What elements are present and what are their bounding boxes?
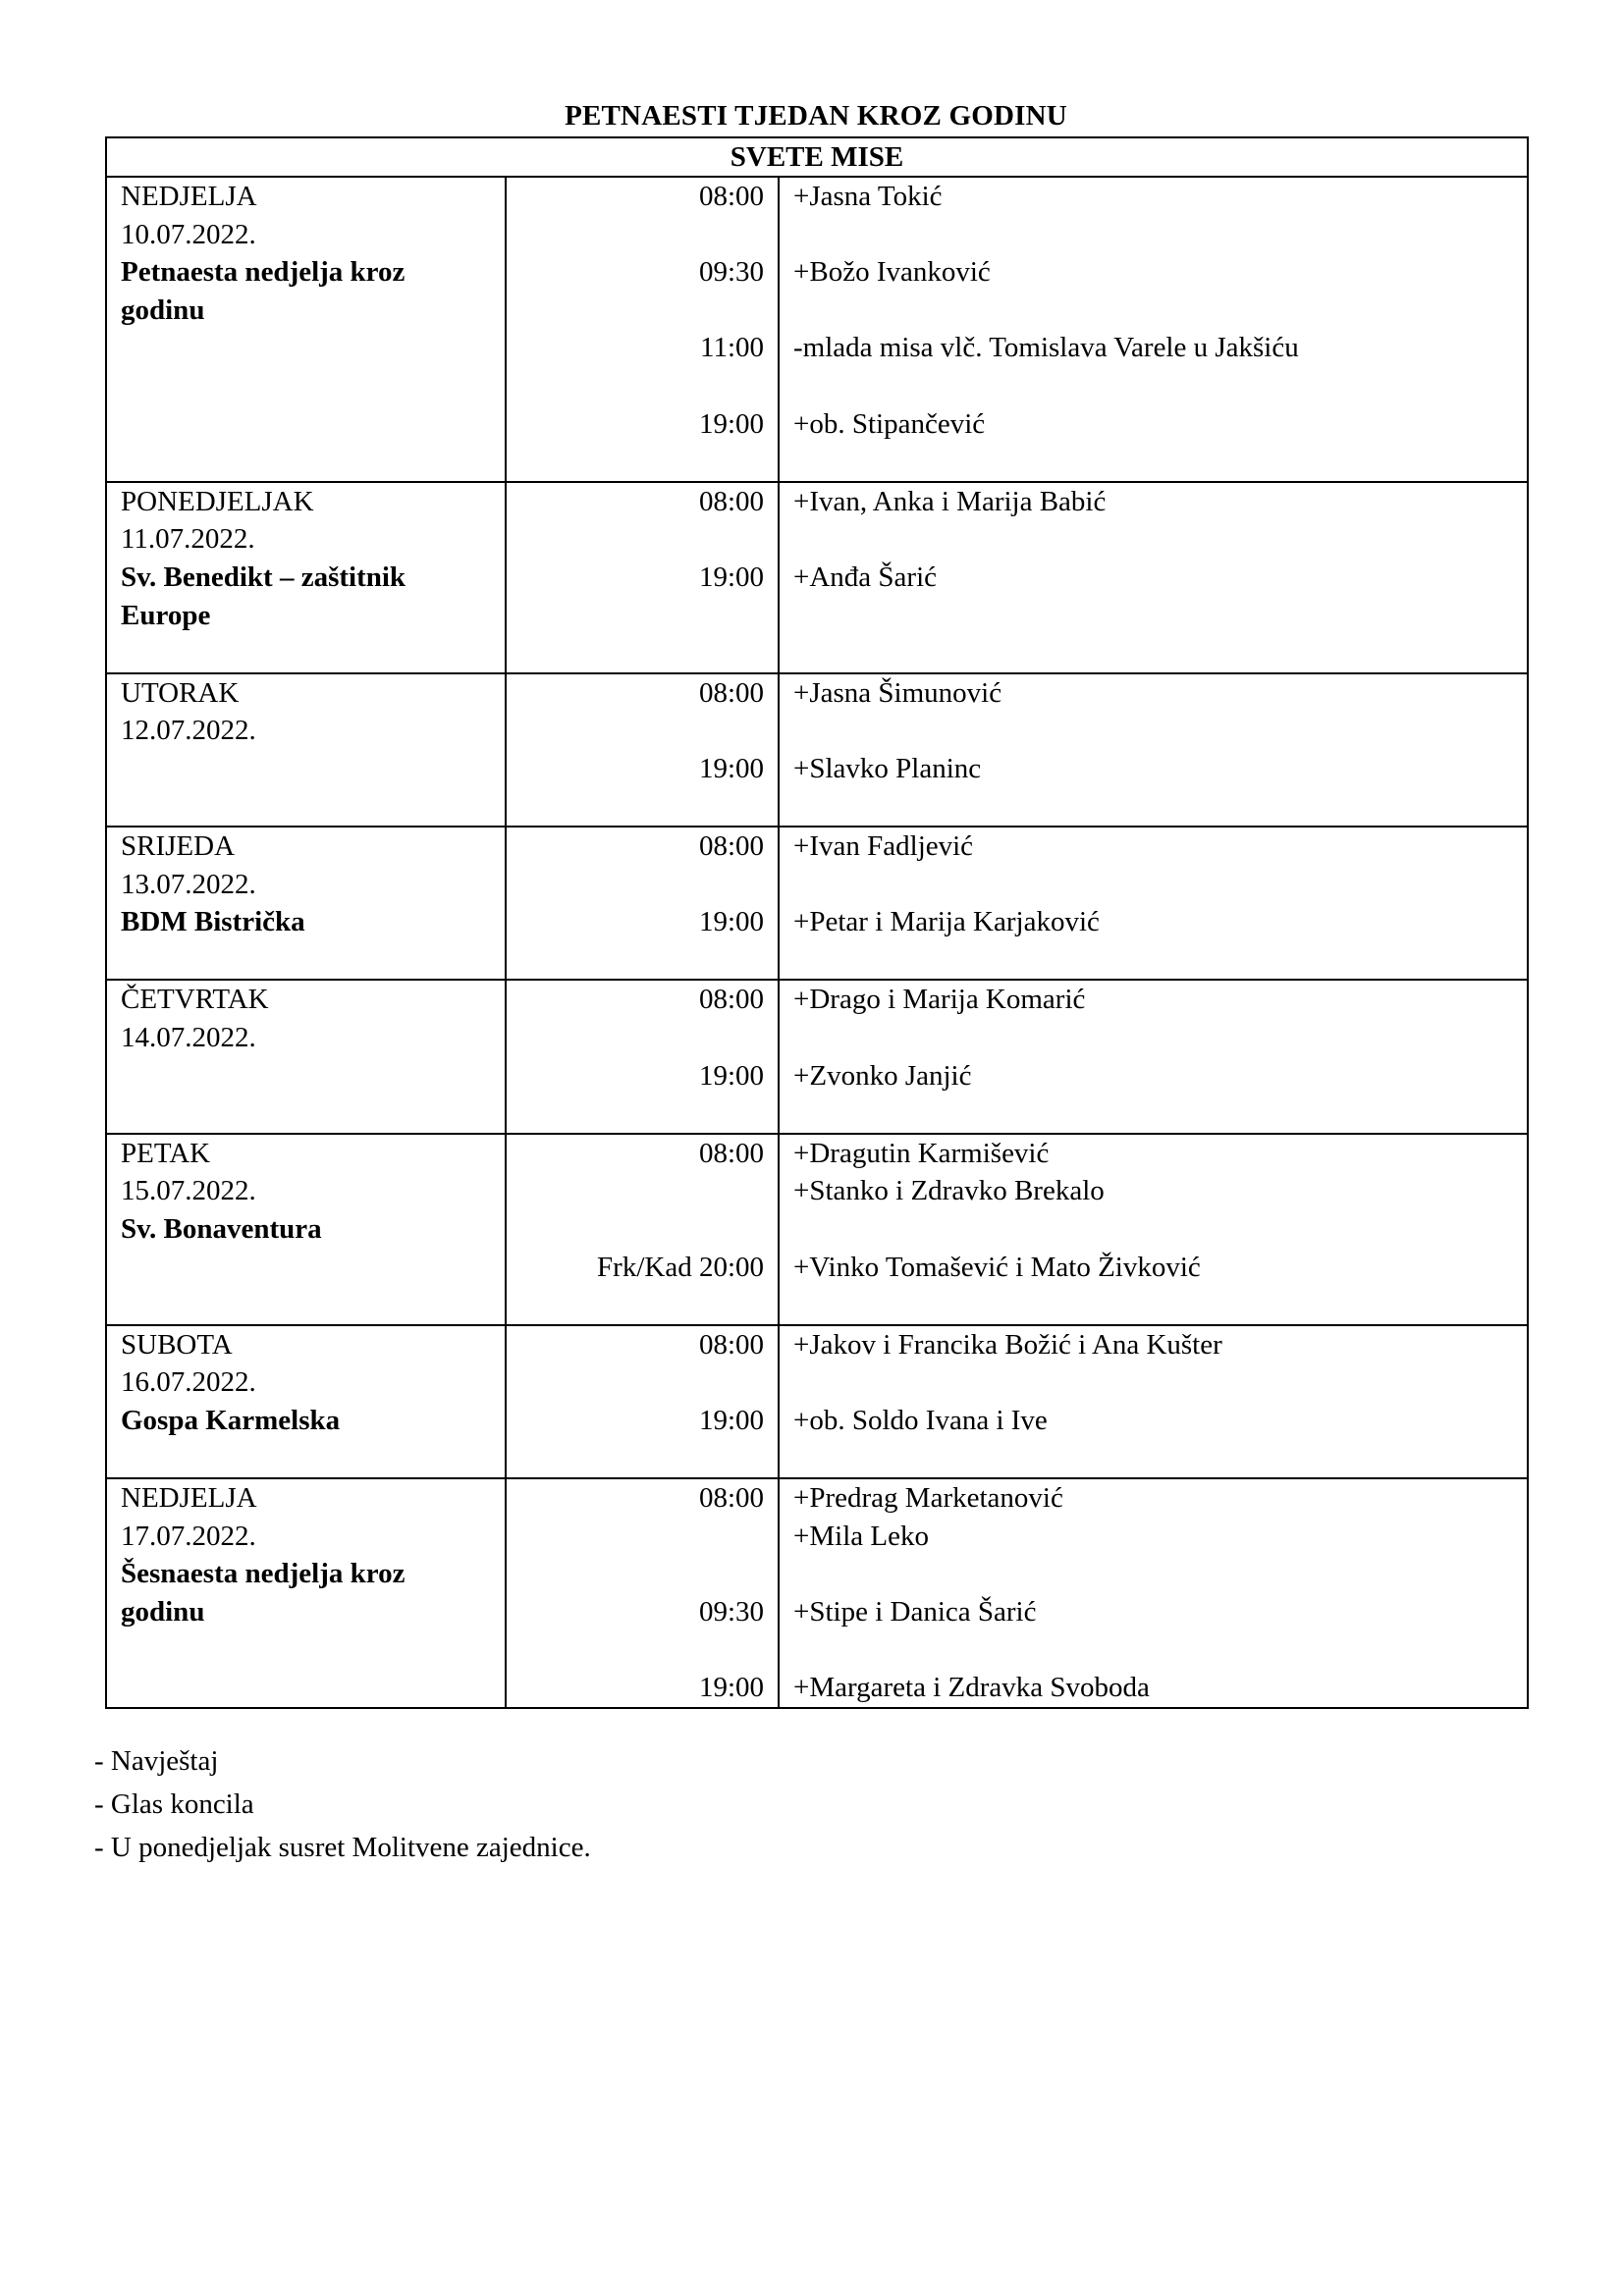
day-row bbox=[106, 1478, 1528, 1708]
day-row bbox=[106, 177, 1528, 482]
day-row bbox=[106, 827, 1528, 980]
mass-intention bbox=[793, 520, 1527, 559]
mass-time: 19:00 bbox=[698, 906, 764, 938]
mass-intention: +Božo Ivanković bbox=[793, 256, 991, 289]
intention-cell bbox=[779, 673, 1528, 827]
time-cell bbox=[506, 980, 779, 1133]
day-date: 10.07.2022. bbox=[121, 218, 256, 250]
mass-time bbox=[507, 1631, 764, 1670]
day-name: PONEDJELJAK bbox=[121, 485, 314, 517]
day-date: 12.07.2022. bbox=[121, 715, 256, 747]
mass-intention: +Anđa Šarić bbox=[793, 561, 938, 593]
mass-intention bbox=[793, 1210, 1527, 1249]
mass-time bbox=[507, 1019, 764, 1057]
intention-cell bbox=[779, 1478, 1528, 1708]
mass-intention: +Vinko Tomašević i Mato Živković bbox=[793, 1251, 1201, 1283]
feast-name: BDM Bistrička bbox=[121, 906, 305, 938]
mass-intention bbox=[793, 788, 1527, 827]
day-cell bbox=[106, 177, 506, 482]
day-cell bbox=[106, 1134, 506, 1325]
mass-time: 09:30 bbox=[698, 256, 764, 289]
day-row bbox=[106, 980, 1528, 1133]
note-item: - Glas koncila bbox=[94, 1789, 254, 1820]
intention-cell bbox=[779, 1325, 1528, 1478]
note-item: - Navještaj bbox=[94, 1745, 219, 1777]
mass-time: 19:00 bbox=[698, 752, 764, 784]
mass-intention bbox=[793, 1555, 1527, 1593]
mass-intention: +Ivan Fadljević bbox=[793, 830, 974, 863]
mass-intention bbox=[793, 1363, 1527, 1402]
time-cell bbox=[506, 827, 779, 980]
feast-name: godinu bbox=[121, 1595, 205, 1628]
intention-cell bbox=[779, 827, 1528, 980]
day-date: 17.07.2022. bbox=[121, 1520, 256, 1552]
feast-name: Sv. Benedikt – zaštitnik bbox=[121, 561, 406, 593]
day-cell bbox=[106, 673, 506, 827]
mass-time bbox=[507, 367, 764, 405]
intention-cell bbox=[779, 1134, 1528, 1325]
mass-time bbox=[507, 597, 764, 635]
mass-intention bbox=[793, 634, 1527, 672]
mass-intention: +Margareta i Zdravka Svoboda bbox=[793, 1672, 1150, 1704]
intention-cell bbox=[779, 177, 1528, 482]
time-cell bbox=[506, 482, 779, 673]
mass-intention: +ob. Stipančević bbox=[793, 407, 986, 440]
time-cell bbox=[506, 1325, 779, 1478]
day-date: 16.07.2022. bbox=[121, 1366, 256, 1399]
day-name: PETAK bbox=[121, 1137, 211, 1169]
mass-intention bbox=[793, 866, 1527, 904]
mass-time: 08:00 bbox=[698, 485, 764, 517]
day-name: NEDJELJA bbox=[121, 1482, 257, 1515]
mass-intention bbox=[793, 292, 1527, 330]
mass-time: 08:00 bbox=[698, 676, 764, 709]
day-row bbox=[106, 673, 1528, 827]
mass-intention: +Slavko Planinc bbox=[793, 752, 982, 784]
feast-name: Šesnaesta nedjelja kroz bbox=[121, 1558, 406, 1590]
mass-intention: +Zvonko Janjić bbox=[793, 1059, 972, 1092]
day-date: 15.07.2022. bbox=[121, 1175, 256, 1207]
feast-name: Gospa Karmelska bbox=[121, 1405, 341, 1436]
mass-time bbox=[507, 634, 764, 672]
feast-name: godinu bbox=[121, 294, 205, 326]
mass-time: Frk/Kad 20:00 bbox=[597, 1251, 764, 1283]
day-name: SUBOTA bbox=[121, 1328, 233, 1361]
mass-time: 09:30 bbox=[698, 1595, 764, 1628]
mass-time: 11:00 bbox=[700, 332, 764, 364]
day-row bbox=[106, 482, 1528, 673]
mass-time bbox=[507, 216, 764, 254]
schedule-body bbox=[106, 177, 1528, 1708]
mass-time: 08:00 bbox=[698, 1328, 764, 1361]
mass-time: 19:00 bbox=[698, 1059, 764, 1092]
mass-intention: +Jakov i Francika Božić i Ana Kušter bbox=[793, 1328, 1222, 1361]
mass-intention bbox=[793, 367, 1527, 405]
mass-time: 08:00 bbox=[698, 830, 764, 863]
day-cell bbox=[106, 1478, 506, 1708]
note-item: - U ponedjeljak susret Molitvene zajednice. bbox=[94, 1832, 591, 1863]
day-name: SRIJEDA bbox=[121, 830, 236, 863]
mass-intention bbox=[793, 1631, 1527, 1670]
mass-time bbox=[507, 520, 764, 559]
mass-intention: +Jasna Tokić bbox=[793, 181, 943, 212]
mass-intention: +Stanko i Zdravko Brekalo bbox=[793, 1175, 1105, 1207]
day-date: 13.07.2022. bbox=[121, 868, 256, 900]
day-cell bbox=[106, 482, 506, 673]
mass-time bbox=[507, 1555, 764, 1593]
mass-time bbox=[507, 941, 764, 980]
section-header-row bbox=[106, 137, 1528, 177]
mass-intention: +Petar i Marija Karjaković bbox=[793, 906, 1100, 938]
day-name: UTORAK bbox=[121, 676, 240, 709]
mass-intention bbox=[793, 1019, 1527, 1057]
mass-intention: +Dragutin Karmišević bbox=[793, 1137, 1050, 1169]
mass-intention bbox=[793, 216, 1527, 254]
time-cell bbox=[506, 1134, 779, 1325]
mass-intention bbox=[793, 712, 1527, 750]
feast-name: Sv. Bonaventura bbox=[121, 1213, 322, 1246]
day-date: 14.07.2022. bbox=[121, 1022, 256, 1054]
mass-intention: -mlada misa vlč. Tomislava Varele u Jakšiću bbox=[793, 332, 1299, 364]
mass-time bbox=[507, 443, 764, 481]
day-row bbox=[106, 1325, 1528, 1478]
mass-time bbox=[507, 712, 764, 750]
mass-time: 19:00 bbox=[698, 1405, 764, 1436]
notes-list bbox=[94, 1739, 591, 1869]
intention-cell bbox=[779, 980, 1528, 1133]
mass-intention bbox=[793, 1286, 1527, 1324]
mass-time bbox=[507, 866, 764, 904]
day-row bbox=[106, 1134, 1528, 1325]
mass-time bbox=[507, 1286, 764, 1324]
mass-intention bbox=[793, 1440, 1527, 1478]
day-name: NEDJELJA bbox=[121, 181, 257, 212]
mass-time: 08:00 bbox=[698, 1137, 764, 1169]
mass-time bbox=[507, 1095, 764, 1133]
mass-intention: +Mila Leko bbox=[793, 1520, 929, 1552]
mass-intention: +ob. Soldo Ivana i Ive bbox=[793, 1405, 1048, 1436]
mass-time bbox=[507, 1210, 764, 1249]
mass-time: 08:00 bbox=[698, 181, 764, 212]
day-cell bbox=[106, 980, 506, 1133]
day-cell bbox=[106, 827, 506, 980]
time-cell bbox=[506, 177, 779, 482]
day-date: 11.07.2022. bbox=[121, 523, 255, 556]
mass-intention bbox=[793, 597, 1527, 635]
mass-intention: +Ivan, Anka i Marija Babić bbox=[793, 485, 1107, 517]
intention-cell bbox=[779, 482, 1528, 673]
mass-schedule-table bbox=[105, 136, 1529, 1709]
section-header: SVETE MISE bbox=[106, 137, 1528, 177]
mass-intention bbox=[793, 941, 1527, 980]
day-cell bbox=[106, 1325, 506, 1478]
feast-name: Petnaesta nedjelja kroz bbox=[121, 256, 406, 289]
day-name: ČETVRTAK bbox=[121, 984, 269, 1016]
mass-time: 08:00 bbox=[698, 984, 764, 1016]
mass-time: 08:00 bbox=[698, 1482, 764, 1515]
mass-time bbox=[507, 1518, 764, 1556]
mass-intention: +Drago i Marija Komarić bbox=[793, 984, 1086, 1016]
mass-time bbox=[507, 788, 764, 827]
mass-intention: +Predrag Marketanović bbox=[793, 1482, 1063, 1515]
mass-time: 19:00 bbox=[698, 1672, 764, 1704]
time-cell bbox=[506, 1478, 779, 1708]
mass-intention bbox=[793, 443, 1527, 481]
mass-intention: +Stipe i Danica Šarić bbox=[793, 1595, 1037, 1628]
feast-name: Europe bbox=[121, 599, 211, 631]
document-title: PETNAESTI TJEDAN KROZ GODINU bbox=[565, 100, 1067, 132]
mass-intention: +Jasna Šimunović bbox=[793, 676, 1002, 709]
mass-intention bbox=[793, 1095, 1527, 1133]
mass-time: 19:00 bbox=[698, 407, 764, 440]
mass-time bbox=[507, 1363, 764, 1402]
time-cell bbox=[506, 673, 779, 827]
mass-time bbox=[507, 1440, 764, 1478]
mass-time bbox=[507, 1172, 764, 1210]
mass-time bbox=[507, 292, 764, 330]
mass-time: 19:00 bbox=[698, 561, 764, 593]
